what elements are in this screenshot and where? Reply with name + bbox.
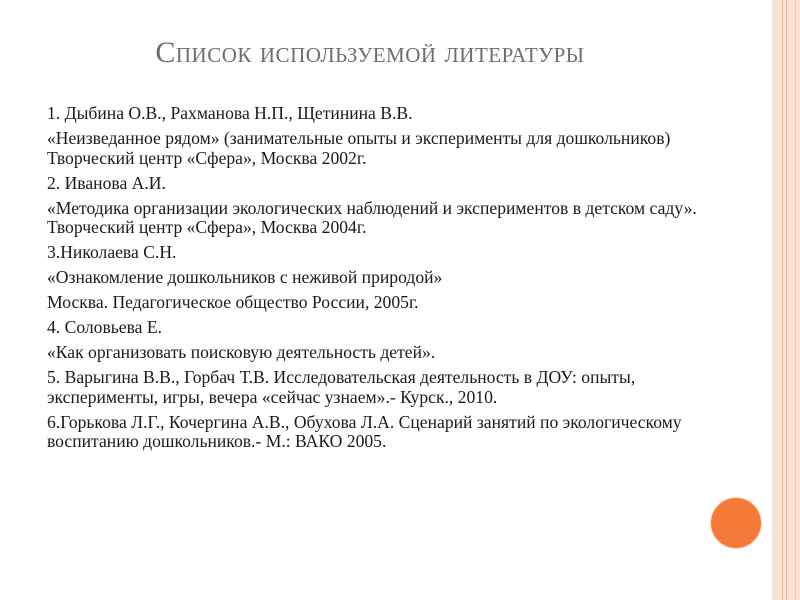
bibliography-entry: 1. Дыбина О.В., Рахманова Н.П., Щетинина В.В.: [47, 103, 413, 123]
decorative-stripe: [795, 0, 796, 600]
slide-title: Список используемой литературы: [155, 36, 585, 69]
decorative-stripe: [786, 0, 787, 600]
bibliography-entry: Москва. Педагогическое общество России, 2005г.: [47, 292, 419, 312]
decorative-orange-circle: [711, 498, 761, 548]
bibliography-entry: 5. Варыгина В.В., Горбач Т.В. Исследовательская деятельность в ДОУ: опыты, эксперименты, игры, вечера «сейчас узнаем».- Курск., 2010.: [47, 367, 636, 407]
decorative-stripe: [782, 0, 783, 600]
bibliography-entry: 4. Соловьева Е.: [47, 317, 163, 337]
bibliography-entry: 6.Горькова Л.Г., Кочергина А.В., Обухова Л.А. Сценарий занятий по экологическому воспитанию дошкольников.- М.: ВАКО 2005.: [47, 411, 682, 451]
bibliography-entry: 2. Иванова А.И.: [47, 172, 166, 193]
bibliography-entry: 3.Николаева С.Н.: [47, 242, 177, 262]
bibliography-list: [47, 104, 707, 457]
bibliography-entry: «Как организовать поисковую деятельность детей».: [47, 342, 436, 362]
bibliography-entry: «Методика организации экологических наблюдений и экспериментов в детском саду». Творческий центр «Сфера», Москва 2004г.: [47, 197, 697, 237]
bibliography-entry: «Неизведанное рядом» (занимательные опыты и эксперименты для дошкольников) Творческий центр «Сфера», Москва 2002г.: [47, 128, 671, 168]
bibliography-entry: «Ознакомление дошкольников с неживой природой»: [47, 267, 443, 287]
